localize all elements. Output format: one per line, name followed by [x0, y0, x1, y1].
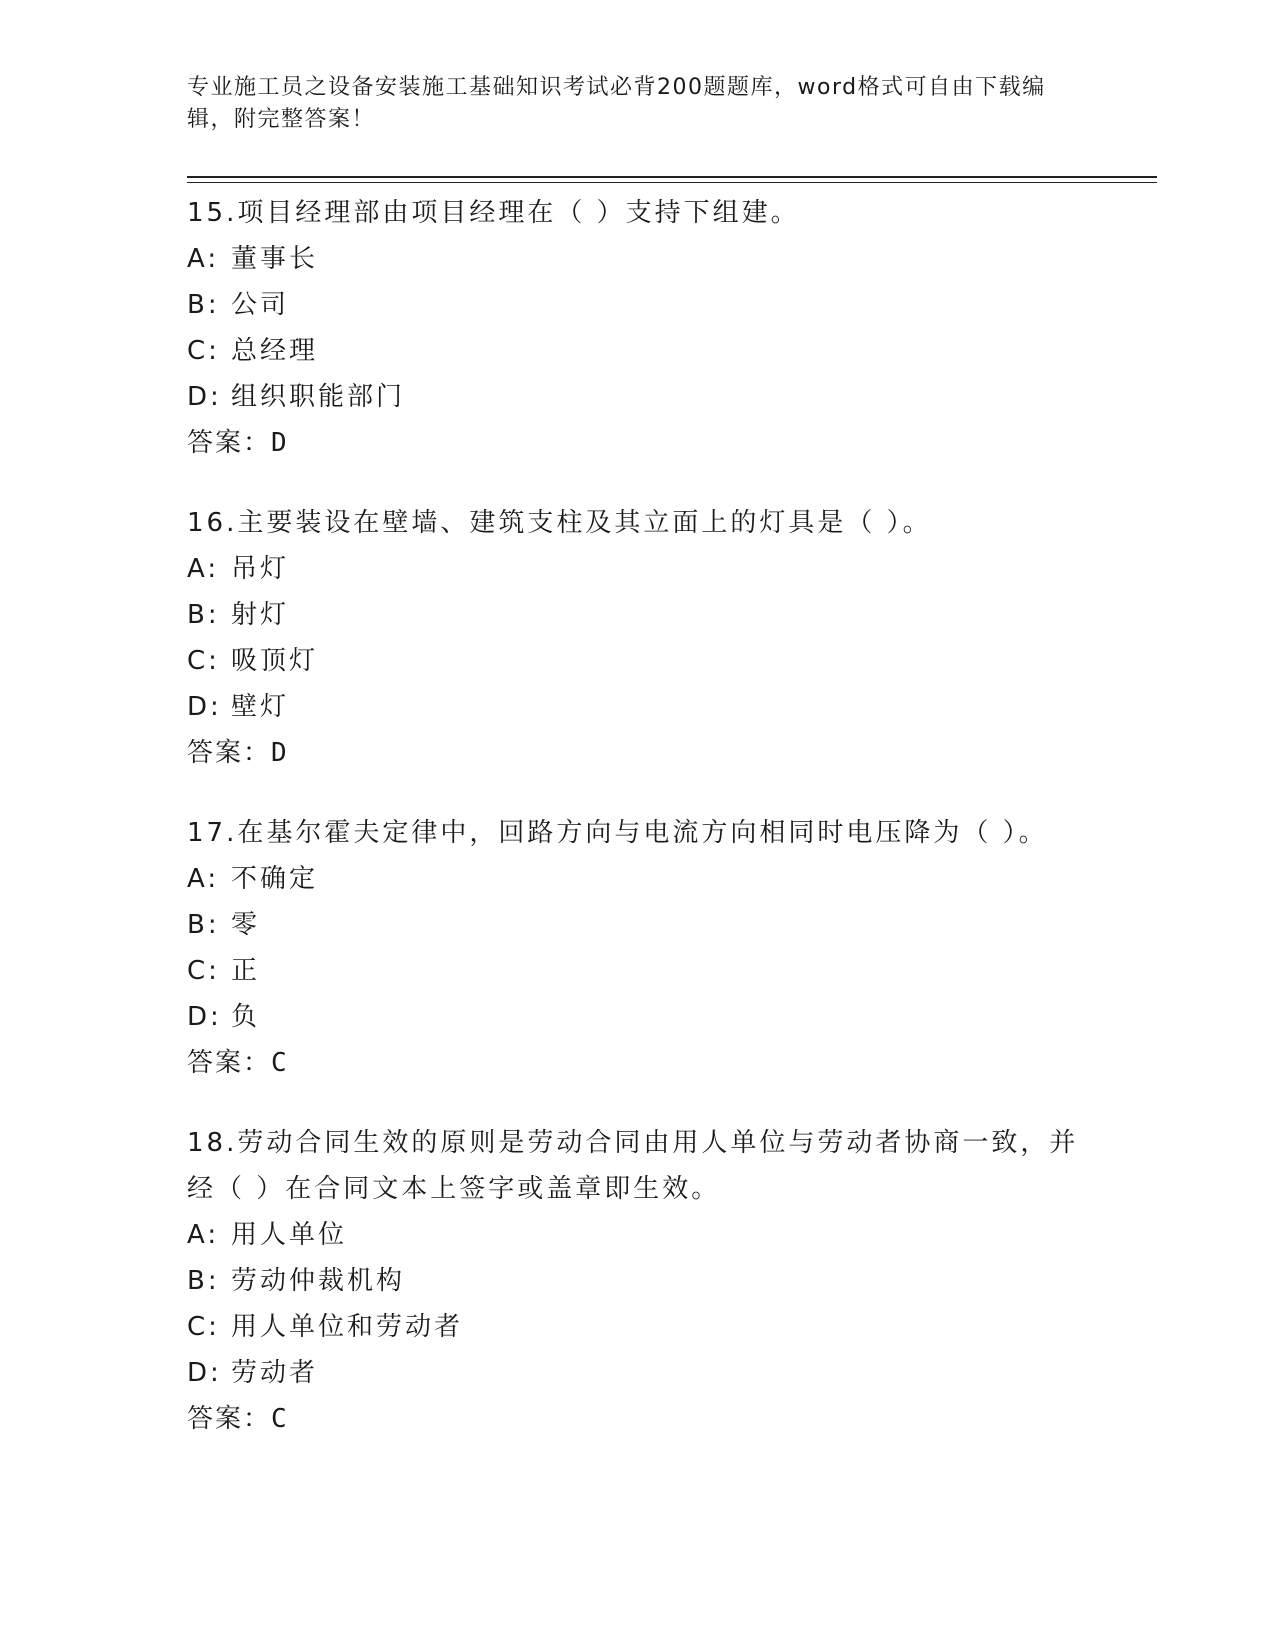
option-c — [187, 948, 1087, 994]
header-divider-top — [187, 176, 1157, 178]
question-stem: 16.主要装设在壁墙、建筑支柱及其立面上的灯具是（ ）。 — [187, 508, 932, 538]
answer-line — [187, 1396, 1087, 1442]
option-letter: A: — [187, 554, 220, 584]
option-text: 董事长 — [231, 244, 319, 274]
question-item — [187, 500, 1087, 776]
option-text: 公司 — [231, 290, 290, 320]
answer-value: C — [271, 1048, 289, 1078]
option-a — [187, 546, 1087, 592]
option-text: 总经理 — [231, 336, 319, 366]
option-letter: C: — [187, 1312, 220, 1342]
option-letter: C: — [187, 336, 220, 366]
document-header: 专业施工员之设备安装施工基础知识考试必背200题题库，word格式可自由下载编辑，附完整答案！ — [187, 75, 1046, 132]
option-c — [187, 328, 1087, 374]
option-d — [187, 994, 1087, 1040]
option-letter: B: — [187, 910, 220, 940]
option-a — [187, 236, 1087, 282]
option-text: 用人单位和劳动者 — [231, 1312, 464, 1342]
option-b — [187, 592, 1087, 638]
answer-label: 答案： — [187, 1404, 272, 1434]
question-item — [187, 1120, 1087, 1442]
option-text: 劳动者 — [231, 1358, 319, 1388]
option-text: 吸顶灯 — [231, 646, 319, 676]
answer-line — [187, 420, 1087, 466]
question-stem: 15.项目经理部由项目经理在（ ）支持下组建。 — [187, 198, 800, 228]
answer-label: 答案： — [187, 1048, 272, 1078]
option-letter: B: — [187, 600, 220, 630]
question-stem: 17.在基尔霍夫定律中，回路方向与电流方向相同时电压降为（ ）。 — [187, 818, 1048, 848]
option-text: 不确定 — [231, 864, 319, 894]
answer-label: 答案： — [187, 738, 272, 768]
option-letter: B: — [187, 290, 220, 320]
option-letter: B: — [187, 1266, 220, 1296]
option-a — [187, 856, 1087, 902]
option-text: 射灯 — [231, 600, 290, 630]
option-letter: C: — [187, 956, 220, 986]
option-text: 正 — [231, 956, 261, 986]
option-text: 零 — [231, 910, 261, 940]
option-letter: D: — [187, 382, 222, 412]
option-letter: A: — [187, 1220, 220, 1250]
option-text: 组织职能部门 — [231, 382, 406, 412]
question-stem: 18.劳动合同生效的原则是劳动合同由用人单位与劳动者协商一致，并经（ ）在合同文本上签字或盖章即生效。 — [187, 1128, 1079, 1204]
answer-line — [187, 1040, 1087, 1086]
option-text: 劳动仲裁机构 — [231, 1266, 406, 1296]
answer-value: D — [271, 738, 289, 768]
option-letter: D: — [187, 1002, 222, 1032]
option-d — [187, 374, 1087, 420]
option-letter: C: — [187, 646, 220, 676]
question-item — [187, 810, 1087, 1086]
answer-value: D — [271, 428, 289, 458]
option-c — [187, 1304, 1087, 1350]
option-d — [187, 684, 1087, 730]
header-divider-bottom — [187, 182, 1157, 183]
question-list — [187, 190, 1087, 1476]
answer-label: 答案： — [187, 428, 272, 458]
answer-line — [187, 730, 1087, 776]
option-letter: A: — [187, 244, 220, 274]
option-b — [187, 282, 1087, 328]
option-letter: D: — [187, 692, 222, 722]
question-item — [187, 190, 1087, 466]
option-text: 吊灯 — [231, 554, 290, 584]
option-letter: A: — [187, 864, 220, 894]
option-b — [187, 1258, 1087, 1304]
option-c — [187, 638, 1087, 684]
option-text: 壁灯 — [231, 692, 290, 722]
option-text: 用人单位 — [231, 1220, 348, 1250]
option-a — [187, 1212, 1087, 1258]
answer-value: C — [271, 1404, 289, 1434]
option-d — [187, 1350, 1087, 1396]
option-b — [187, 902, 1087, 948]
option-text: 负 — [231, 1002, 261, 1032]
option-letter: D: — [187, 1358, 222, 1388]
